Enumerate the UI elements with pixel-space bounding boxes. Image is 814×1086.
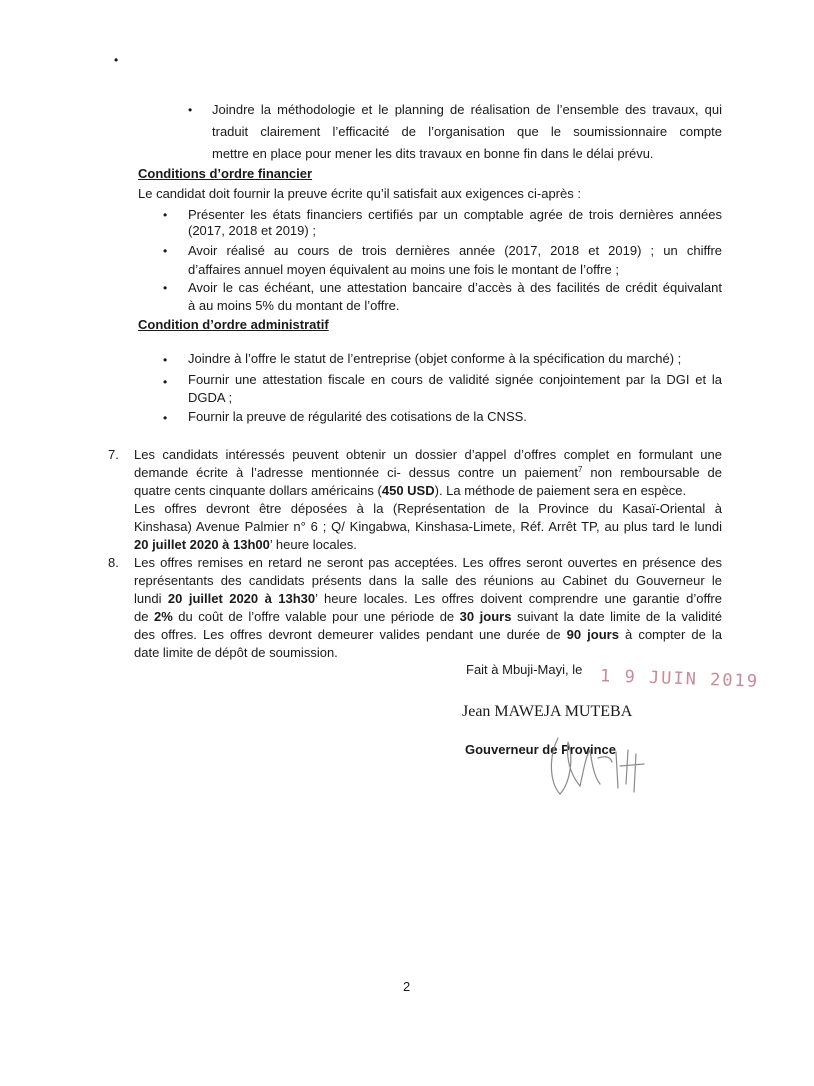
bullet-marker: • bbox=[163, 281, 168, 295]
financial-heading: Conditions d’ordre financier bbox=[138, 166, 313, 181]
item-7-number: 7. bbox=[108, 447, 119, 462]
item-8-line-1: Les offres remises en retard ne seront pas acceptées. Les offres seront ouvertes en présence des bbox=[134, 555, 722, 570]
date-stamp: 1 9 JUIN 2019 bbox=[599, 666, 760, 692]
bullet-marker: • bbox=[163, 411, 168, 425]
item-8-line-2: représentants des candidats présents dans la salle des réunions au Cabinet du Gouverneur le bbox=[134, 573, 722, 588]
bullet-marker: • bbox=[163, 375, 168, 389]
bullet-marker: • bbox=[163, 244, 168, 258]
item-7-line-2: demande écrite à l’adresse mentionnée ci- dessus contre un paiement$^7$ non remboursable de bbox=[134, 465, 722, 480]
admin-item-1: Joindre à l’offre le statut de l’entreprise (objet conforme à la spécification du marché) ; bbox=[188, 351, 682, 366]
bullet-marker: • bbox=[163, 208, 168, 222]
signatory-name: Jean MAWEJA MUTEBA bbox=[462, 703, 633, 720]
methodology-line-3: mettre en place pour mener les dits travaux en bonne fin dans le délai prévu. bbox=[212, 146, 654, 161]
admin-item-2-line-1: Fournir une attestation fiscale en cours de validité signée conjointement par la DGI et la bbox=[188, 372, 722, 387]
item-7-line-1: Les candidats intéressés peuvent obtenir un dossier d’appel d’offres complet en formulant une bbox=[134, 447, 722, 462]
item-7-line-5: Kinshasa) Avenue Palmier n° 6 ; Q/ Kingabwa, Kinshasa-Limete, Réf. Arrêt TP, au plus tard le lundi bbox=[134, 519, 722, 534]
admin-item-2-line-2: DGDA ; bbox=[188, 390, 233, 405]
item-8-line-6: date limite de dépôt de soumission. bbox=[134, 645, 338, 660]
item-8-number: 8. bbox=[108, 555, 119, 570]
methodology-line-1: Joindre la méthodologie et le planning de réalisation de l’ensemble des travaux, qui bbox=[212, 102, 722, 117]
signatory-title: Gouverneur de Province bbox=[465, 742, 616, 757]
handwritten-signature bbox=[540, 728, 660, 800]
item-7-line-3: quatre cents cinquante dollars américains (450 USD). La méthode de paiement sera en espèce. bbox=[134, 483, 687, 498]
financial-item-1-line-2: (2017, 2018 et 2019) ; bbox=[188, 223, 316, 238]
admin-item-3: Fournir la preuve de régularité des cotisations de la CNSS. bbox=[188, 409, 527, 424]
financial-item-1-line-1: Présenter les états financiers certifiés par un comptable agrée de trois dernières années bbox=[188, 207, 722, 222]
bullet-marker: • bbox=[188, 103, 193, 117]
signature-place: Fait à Mbuji-Mayi, le bbox=[466, 662, 583, 677]
financial-intro: Le candidat doit fournir la preuve écrite qu’il satisfait aux exigences ci-après : bbox=[138, 186, 581, 201]
item-8-line-4: de 2% du coût de l’offre valable pour une période de 30 jours suivant la date limite de la validité bbox=[134, 609, 723, 624]
item-7-line-4: Les offres devront être déposées à la (Représentation de la Province du Kasaï-Oriental à bbox=[134, 501, 722, 516]
financial-item-3-line-1: Avoir le cas échéant, une attestation bancaire d’accès à des facilités de crédit équivalant bbox=[188, 280, 722, 295]
methodology-line-2: traduit clairement l’efficacité de l’organisation que le soumissionnaire compte bbox=[212, 124, 722, 139]
page-number: 2 bbox=[403, 979, 411, 994]
item-8-line-3: lundi 20 juillet 2020 à 13h30’ heure locales. Les offres doivent comprendre une garantie d’offre bbox=[134, 591, 722, 606]
financial-item-3-line-2: à au moins 5% du montant de l’offre. bbox=[188, 298, 400, 313]
stray-bullet: • bbox=[114, 53, 119, 67]
financial-item-2-line-2: d’affaires annuel moyen équivalent au moins une fois le montant de l’offre ; bbox=[188, 262, 619, 277]
administrative-heading: Condition d’ordre administratif bbox=[138, 317, 329, 332]
item-8-line-5: des offres. Les offres devront demeurer valides pendant une durée de 90 jours à compter de la bbox=[134, 627, 722, 642]
bullet-marker: • bbox=[163, 353, 168, 367]
financial-item-2-line-1: Avoir réalisé au cours de trois dernières année (2017, 2018 et 2019) ; un chiffre bbox=[188, 243, 722, 258]
item-7-line-6: 20 juillet 2020 à 13h00’ heure locales. bbox=[134, 537, 357, 552]
